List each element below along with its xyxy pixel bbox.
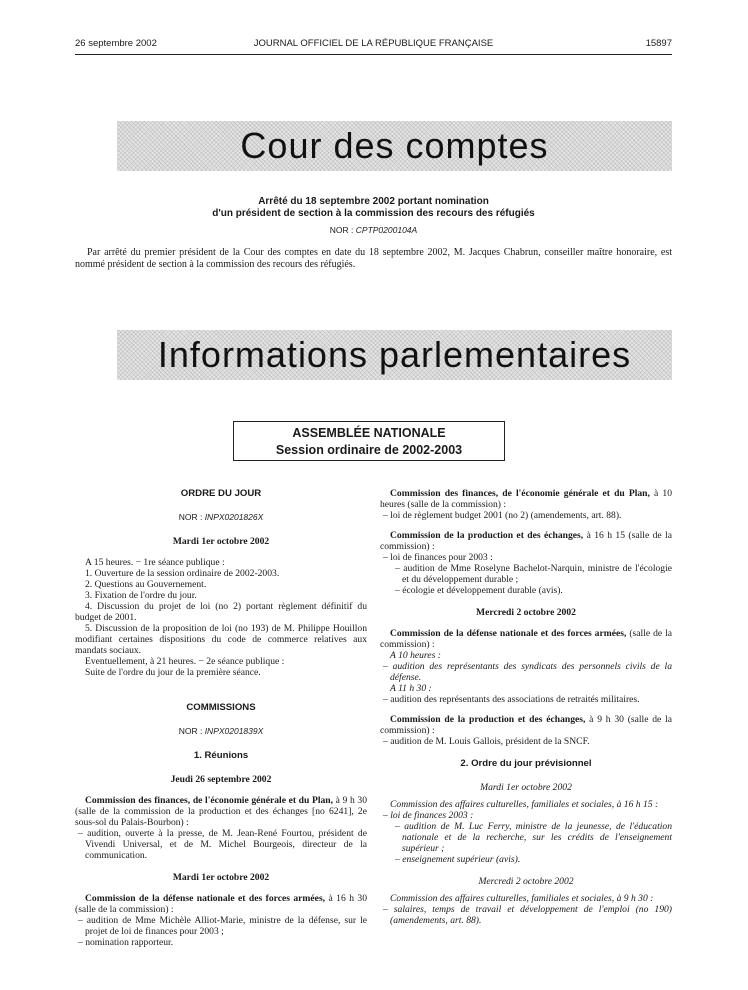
assemblee-box	[233, 421, 505, 461]
r-lf-item: – loi de finances pour 2003 :	[383, 552, 493, 563]
mardi2-heading: Mardi 1er octobre 2002	[172, 872, 270, 883]
nor-label: NOR :	[329, 225, 356, 235]
r-retraites-item: – audition des représentants des associations de retraités militaires.	[383, 694, 640, 705]
jeudi-audition: – audition, ouverte à la presse, de M. Jean-René Fourtou, président de Vivendi Universal, et de M. Michel Bourgeois, directeur de la communication.	[78, 828, 367, 861]
r-bachelot-item: – audition de Mme Roselyne Bachelot-Narquin, ministre de l'écologie et du développement durable ;	[395, 563, 672, 585]
commissions-nor: NOR : INPX0201839X	[178, 726, 264, 736]
r-ens-item: – enseignement supérieur (avis).	[395, 854, 521, 865]
mercredi-p-heading: Mercredi 2 octobre 2002	[478, 876, 574, 887]
agenda-item-1: 1. Ouverture de la session ordinaire de 2002-2003.	[85, 568, 280, 579]
header-date: 26 septembre 2002	[75, 38, 157, 49]
ordre-du-jour-heading: ORDRE DU JOUR	[180, 488, 262, 499]
r-ecologie-item: – écologie et développement durable (avis).	[395, 585, 563, 596]
agenda-item-5: 5. Discussion de la proposition de loi (no 193) de M. Philippe Houillon modifiant certaines dispositions du code de commerce relatives aux mandats sociaux.	[75, 623, 367, 656]
jeudi-commission: Commission des finances, de l'économie générale et du Plan, à 9 h 30 (salle de la commission de la production et des échanges [no 6241], 2e sous-sol du Palais-Bourbon) :	[75, 795, 367, 828]
banner-title: Informations parlementaires	[157, 334, 632, 375]
r-a10: A 10 heures :	[390, 650, 441, 661]
header-rule	[75, 54, 672, 55]
header-journal: JOURNAL OFFICIEL DE LA RÉPUBLIQUE FRANÇAISE	[253, 38, 494, 49]
seance-1: A 15 heures. − 1re séance publique :	[85, 557, 225, 568]
r-lf2-item: – loi de finances 2003 :	[383, 810, 474, 821]
r-syndicats-item: – audition des représentants des syndicats des personnels civils de la défense.	[383, 661, 672, 683]
session-title: Session ordinaire de 2002-2003	[275, 443, 463, 457]
arrete-nor	[75, 224, 672, 236]
r-cult1-commission: Commission des affaires culturelles, familiales et sociales, à 16 h 15 :	[390, 799, 659, 810]
nor-code: CPTP0200104A	[355, 225, 418, 235]
reunions-heading: 1. Réunions	[193, 750, 249, 761]
r-a11: A 11 h 30 :	[390, 683, 432, 694]
r-prod-commission: Commission de la production et des échanges, à 16 h 15 (salle de la commission) :	[380, 530, 672, 552]
r-prod2-commission: Commission de la production et des échanges, à 9 h 30 (salle de la commission) :	[380, 714, 672, 736]
agenda-item-4: 4. Discussion du projet de loi (no 2) portant règlement définitif du budget de 2001.	[75, 601, 367, 623]
jeudi-heading: Jeudi 26 septembre 2002	[170, 774, 272, 785]
mardi2-commission: Commission de la défense nationale et des forces armées, à 16 h 30 (salle de la commission) :	[75, 893, 367, 915]
r-gallois-item: – audition de M. Louis Gallois, président de la SNCF.	[383, 736, 590, 747]
r-def-commission: Commission de la défense nationale et des forces armées, (salle de la commission) :	[380, 628, 672, 650]
header-page-number: 15897	[645, 38, 672, 49]
r-fin-commission: Commission des finances, de l'économie générale et du Plan, à 10 heures (salle de la commission) :	[380, 488, 672, 510]
r-fin-item: – loi de règlement budget 2001 (no 2) (amendements, art. 88).	[383, 510, 622, 521]
arrete-body: Par arrêté du premier président de la Cour des comptes en date du 18 septembre 2002, M. Jacques Chabrun, conseiller maître honoraire, est nommé président de section à la commission des recours des réfugiés.	[75, 247, 672, 270]
arrete-title	[75, 196, 672, 220]
banner-cour-des-comptes	[117, 121, 672, 171]
right-column	[380, 488, 672, 926]
left-column	[75, 488, 367, 948]
r-ferry-item: – audition de M. Luc Ferry, ministre de la jeunesse, de l'éducation nationale et de la recherche, sur les crédits de l'enseignement supérieur ;	[395, 821, 672, 854]
page-header	[75, 38, 672, 52]
r-cult2-commission: Commission des affaires culturelles, familiales et sociales, à 9 h 30 :	[390, 893, 654, 904]
commissions-heading: COMMISSIONS	[186, 702, 256, 713]
mardi-heading: Mardi 1er octobre 2002	[172, 536, 270, 547]
mercredi-heading: Mercredi 2 octobre 2002	[476, 607, 576, 618]
arrete-title-line1: Arrêté du 18 septembre 2002 portant nomination	[258, 196, 489, 207]
agenda-item-3: 3. Fixation de l'ordre du jour.	[85, 590, 197, 601]
agenda-item-2: 2. Questions au Gouvernement.	[85, 579, 207, 590]
banner-title: Cour des comptes	[240, 125, 549, 166]
ordre-previsionnel-heading: 2. Ordre du jour prévisionnel	[460, 758, 592, 769]
arrete-title-line2: d'un président de section à la commission des recours des réfugiés	[212, 208, 535, 219]
seance-2-suite: Suite de l'ordre du jour de la première séance.	[85, 667, 261, 678]
seance-2: Eventuellement, à 21 heures. − 2e séance publique :	[85, 656, 285, 667]
mardi2-nomination: – nomination rapporteur.	[78, 937, 174, 948]
mardi2-audition: – audition de Mme Michèle Alliot-Marie, ministre de la défense, sur le projet de loi de finances pour 2003 ;	[78, 915, 367, 937]
ordre-nor: NOR : INPX0201826X	[178, 512, 264, 522]
banner-informations-parlementaires	[117, 330, 672, 380]
r-salaires-item: – salaires, temps de travail et développement de l'emploi (no 190) (amendements, art. 88).	[383, 904, 672, 926]
assemblee-title: ASSEMBLÉE NATIONALE	[292, 426, 446, 440]
mardi-p-heading: Mardi 1er octobre 2002	[480, 782, 572, 793]
